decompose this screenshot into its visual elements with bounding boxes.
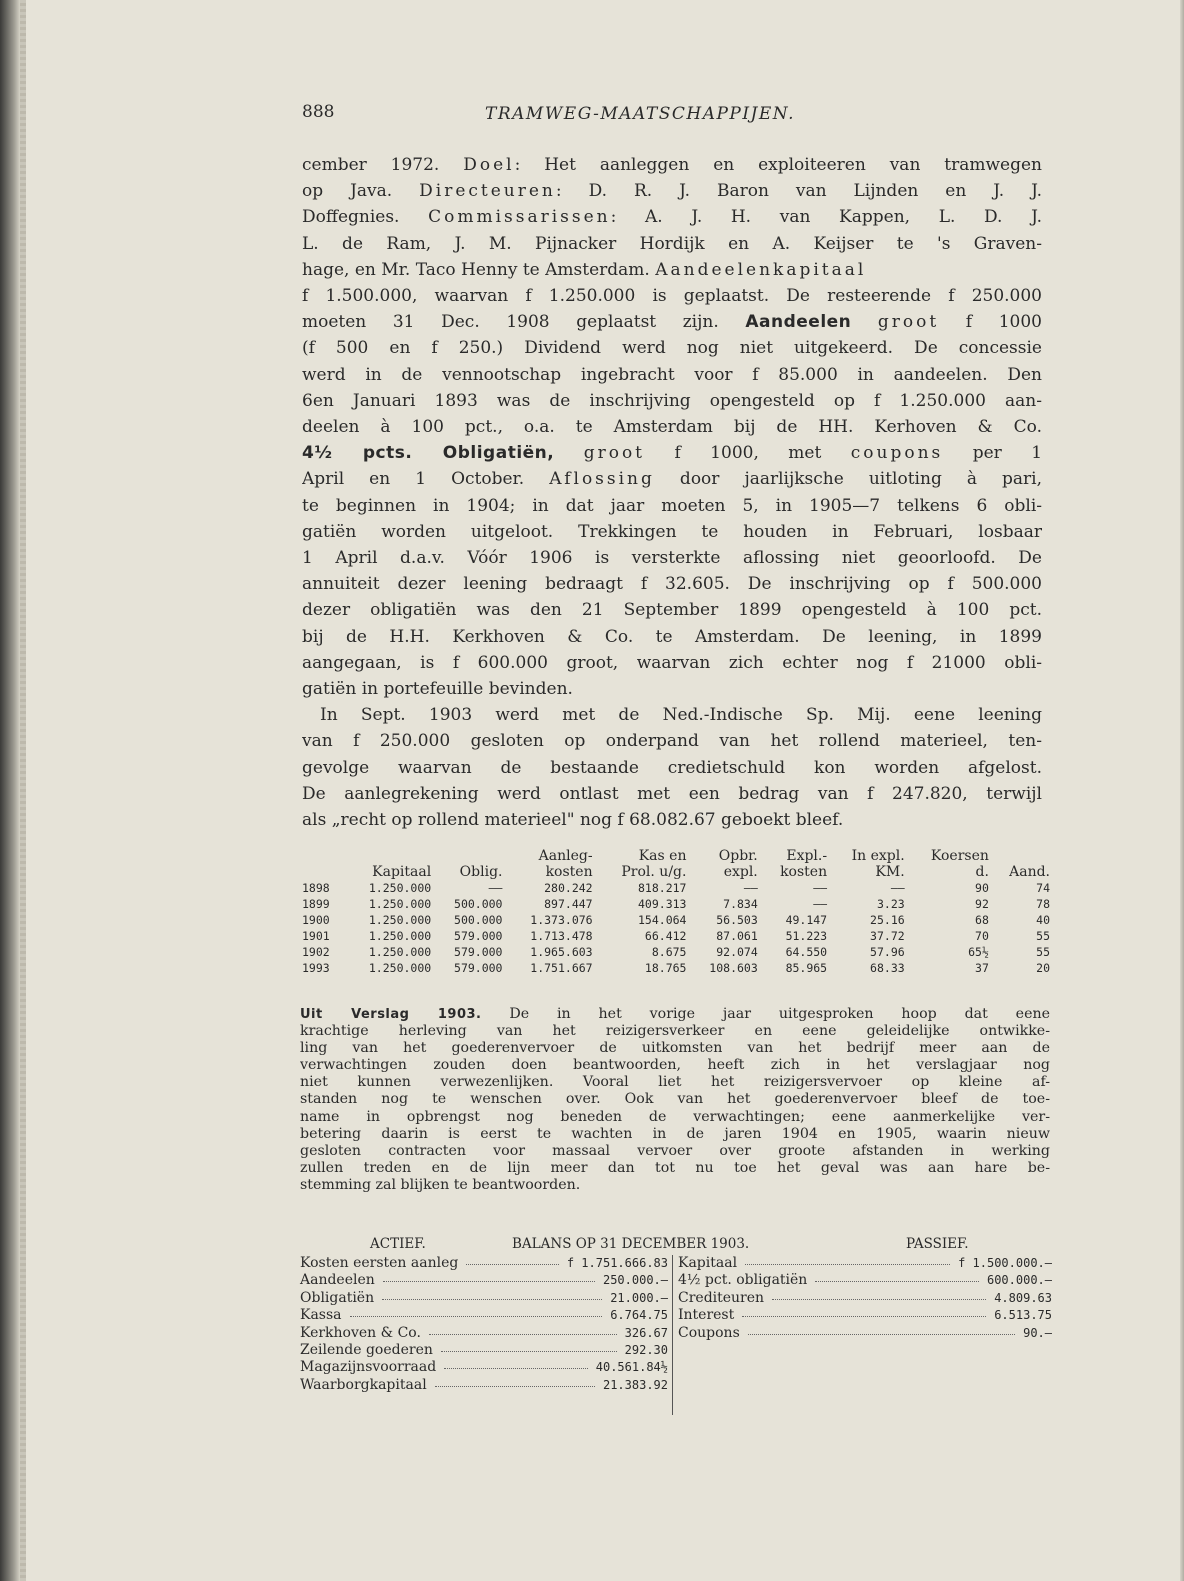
text-run: f 1000 xyxy=(939,312,1042,333)
balance-row xyxy=(678,1290,1052,1307)
text-run: door jaarlijksche uitloting à pari, xyxy=(654,469,1042,490)
table-row xyxy=(300,896,1052,912)
value-cell: 68.33 xyxy=(870,961,905,975)
column-header: Kapitaal xyxy=(372,864,432,880)
value-cell: 65½ xyxy=(968,945,989,959)
text-run: dezer obligatiën was den 21 September 1899 opengesteld à 100 pct. xyxy=(302,600,1042,621)
value-cell: 1.250.000 xyxy=(368,897,432,911)
value-cell: 500.000 xyxy=(454,913,503,927)
report-line xyxy=(300,1143,1050,1160)
text-line xyxy=(302,545,1042,571)
balance-amount: 40.561.84½ xyxy=(595,1360,668,1375)
column-header: kosten xyxy=(545,864,593,880)
text-line xyxy=(302,702,1042,728)
value-cell: 409.313 xyxy=(638,897,687,911)
text-run: name in opbrengst nog beneden de verwachtingen; eene aanmerkelijke ver- xyxy=(300,1108,1050,1125)
balance-label: Kapitaal xyxy=(678,1255,738,1271)
text-run: : Het aanleggen en exploiteeren van tramwegen xyxy=(514,155,1042,175)
text-run: stemming zal blijken te beantwoorden. xyxy=(300,1176,581,1193)
text-run: April en 1 October. xyxy=(302,469,550,490)
value-cell: 56.503 xyxy=(716,913,758,927)
actief-column xyxy=(300,1255,668,1394)
balance-label: Obligatiën xyxy=(300,1289,375,1306)
balance-row xyxy=(300,1272,668,1289)
dot-leader xyxy=(745,1264,950,1265)
page-stack-edge xyxy=(20,0,26,1581)
text-line xyxy=(302,231,1042,257)
text-run: gatiën worden uitgeloot. Trekkingen te houden in Februari, losbaar xyxy=(302,521,1042,542)
text-line xyxy=(302,676,1042,702)
text-line xyxy=(302,755,1042,781)
spaced-keyword: Directeuren xyxy=(419,181,556,202)
text-run: annuiteit dezer leening bedraagt f 32.605. De inschrijving op f 500.000 xyxy=(302,574,1042,595)
value-cell: 20 xyxy=(1036,961,1050,975)
value-cell: 55 xyxy=(1036,929,1050,943)
value-cell: 8.675 xyxy=(651,945,687,959)
balance-sheet-heading xyxy=(300,1236,1052,1254)
value-cell: 818.217 xyxy=(638,881,687,895)
actief-heading: ACTIEF. xyxy=(370,1236,426,1252)
spaced-keyword: Doel xyxy=(463,155,515,175)
dot-leader xyxy=(382,1299,602,1300)
balance-amount: f 1.500.000.— xyxy=(958,1256,1052,1270)
balance-label: Kosten eersten aanleg xyxy=(300,1255,459,1271)
value-cell: 7.834 xyxy=(723,897,758,911)
balance-label: Interest xyxy=(678,1307,735,1324)
text-run: bij de H.H. Kerkhoven & Co. te Amsterdam. De leening, in 1899 xyxy=(302,626,1042,647)
text-line xyxy=(302,493,1042,519)
value-cell: —— xyxy=(813,897,828,911)
text-run xyxy=(851,312,878,332)
text-line xyxy=(302,650,1042,676)
column-header: d. xyxy=(975,864,989,880)
column-header xyxy=(433,848,504,864)
balance-divider xyxy=(672,1255,673,1415)
report-line xyxy=(300,1160,1050,1177)
value-cell: 74 xyxy=(1036,881,1050,895)
text-line xyxy=(302,624,1042,650)
value-cell: 108.603 xyxy=(709,961,758,975)
column-header: kosten xyxy=(780,864,828,880)
column-header: Aand. xyxy=(1009,864,1050,880)
text-run: standen nog te wenschen over. Ook van het goederenvervoer bleef de toe- xyxy=(300,1091,1050,1108)
text-run: 1 April d.a.v. Vóór 1906 is versterkte aflossing niet geoorloofd. De xyxy=(302,548,1042,569)
balance-amount: 21.000.— xyxy=(610,1290,668,1305)
text-line xyxy=(302,440,1042,466)
table-row xyxy=(300,928,1052,944)
column-header xyxy=(343,848,433,864)
value-cell: 64.550 xyxy=(785,945,828,959)
spaced-keyword: groot xyxy=(877,312,940,333)
text-line xyxy=(302,362,1042,388)
text-run: In Sept. 1903 werd met de Ned.-Indische Sp. Mij. eene leening xyxy=(320,705,1042,726)
table-body xyxy=(300,880,1052,976)
column-header: Opbr. xyxy=(718,848,758,864)
text-run: verwachtingen zouden doen beantwoorden, heeft zich in het verslagjaar nog xyxy=(300,1057,1050,1074)
value-cell: 37 xyxy=(975,961,989,975)
column-header: Oblig. xyxy=(459,864,503,880)
dot-leader xyxy=(444,1368,588,1369)
main-body-text xyxy=(302,152,1042,833)
text-line xyxy=(302,519,1042,545)
column-header: Expl.- xyxy=(786,848,828,864)
balance-label: Waarborgkapitaal xyxy=(300,1376,427,1393)
value-cell: 500.000 xyxy=(454,897,503,911)
text-run: Doffegnies. xyxy=(302,207,429,228)
column-header: expl. xyxy=(723,864,758,880)
financial-history-table xyxy=(300,848,1052,976)
dot-leader xyxy=(815,1281,979,1282)
year-cell: 1899 xyxy=(302,897,330,911)
text-run: De aanlegrekening werd ontlast met een bedrag van f 247.820, terwijl xyxy=(302,783,1042,804)
value-cell: 92.074 xyxy=(716,945,758,959)
balance-label: Magazijnsvoorraad xyxy=(300,1359,437,1376)
text-line xyxy=(302,728,1042,754)
value-cell: 579.000 xyxy=(454,929,503,943)
report-line xyxy=(300,1109,1050,1126)
text-run: aangegaan, is f 600.000 groot, waarvan zich echter nog f 21000 obli- xyxy=(302,652,1042,673)
dot-leader xyxy=(435,1386,595,1387)
bold-heading-run: 4½ pcts. Obligatiën, xyxy=(302,443,555,464)
balance-label: Kerkhoven & Co. xyxy=(300,1324,421,1341)
column-header xyxy=(300,864,343,880)
text-run: gesloten contracten voor massaal vervoer over groote afstanden in werking xyxy=(300,1142,1050,1159)
balance-row xyxy=(300,1359,668,1376)
value-cell: 1.373.076 xyxy=(530,913,593,927)
value-cell: 90 xyxy=(975,881,989,895)
value-cell: 92 xyxy=(975,897,989,911)
balance-row xyxy=(678,1255,1052,1272)
report-line xyxy=(300,1006,1050,1023)
value-cell: 1.250.000 xyxy=(368,929,432,943)
table-row xyxy=(300,912,1052,928)
text-line xyxy=(302,335,1042,361)
balance-amount: 21.383.92 xyxy=(602,1377,668,1392)
text-run: van f 250.000 gesloten op onderpand van het rollend materieel, ten- xyxy=(302,731,1042,752)
balance-amount: 6.513.75 xyxy=(994,1308,1052,1323)
value-cell: 68 xyxy=(975,913,989,927)
value-cell: 1.965.603 xyxy=(530,945,593,959)
text-run: zullen treden en de lijn meer dan tot nu toe het geval was aan hare be- xyxy=(300,1159,1050,1176)
dot-leader xyxy=(350,1316,602,1317)
value-cell: 579.000 xyxy=(454,961,503,975)
value-cell: 85.965 xyxy=(785,961,828,975)
spaced-keyword: coupons xyxy=(850,443,944,464)
text-run: als „recht op rollend materieel" nog f 68.082.67 geboekt bleef. xyxy=(302,810,844,831)
balance-amount: f 1.751.666.83 xyxy=(566,1256,668,1270)
year-cell: 1902 xyxy=(302,945,330,959)
page-number: 888 xyxy=(302,102,335,122)
dot-leader xyxy=(742,1316,986,1317)
balance-row xyxy=(300,1307,668,1324)
value-cell: 3.23 xyxy=(876,897,905,911)
table-row xyxy=(300,944,1052,960)
balance-row xyxy=(678,1325,1052,1342)
balance-row xyxy=(300,1325,668,1342)
report-line xyxy=(300,1057,1050,1074)
value-cell: 55 xyxy=(1036,945,1050,959)
text-line xyxy=(302,204,1042,230)
column-header xyxy=(300,848,343,864)
balance-amount: 600.000.— xyxy=(986,1273,1052,1288)
balance-label: Zeilende goederen xyxy=(300,1341,433,1358)
balance-row xyxy=(300,1255,668,1272)
text-line xyxy=(302,807,1042,833)
value-cell: 1.250.000 xyxy=(368,945,432,959)
text-run: ling van het goederenvervoer de uitkomsten van het bedrijf meer aan de xyxy=(300,1040,1050,1057)
text-line xyxy=(302,178,1042,204)
year-cell: 1993 xyxy=(302,961,330,975)
value-cell: 70 xyxy=(975,929,989,943)
balance-label: 4½ pct. obligatiën xyxy=(678,1272,808,1289)
balance-row xyxy=(300,1377,668,1394)
text-line xyxy=(302,466,1042,492)
value-cell: 49.147 xyxy=(785,913,828,927)
text-line xyxy=(302,597,1042,623)
text-run: betering daarin is eerst te wachten in de jaren 1904 en 1905, waarin nieuw xyxy=(300,1125,1050,1142)
text-run: per 1 xyxy=(943,443,1042,464)
column-header xyxy=(991,848,1052,864)
text-run: moeten 31 Dec. 1908 geplaatst zijn. xyxy=(302,312,746,333)
year-cell: 1900 xyxy=(302,913,330,927)
value-cell: 66.412 xyxy=(644,929,687,943)
value-cell: 37.72 xyxy=(870,929,905,943)
running-header xyxy=(302,102,1042,128)
text-run: : D. R. J. Baron van Lijnden en J. J. xyxy=(555,181,1042,202)
report-line xyxy=(300,1074,1050,1091)
bold-heading-run: Uit Verslag 1903. xyxy=(300,1007,482,1022)
balance-amount: 250.000.— xyxy=(602,1273,668,1288)
column-header: Kas en xyxy=(638,848,687,864)
text-run: f 1.500.000, waarvan f 1.250.000 is geplaatst. De resteerende f 250.000 xyxy=(302,286,1042,307)
value-cell: 1.250.000 xyxy=(368,961,432,975)
report-line xyxy=(300,1023,1050,1040)
text-run: De in het vorige jaar uitgesproken hoop dat eene xyxy=(481,1006,1050,1022)
value-cell: —— xyxy=(890,881,905,895)
value-cell: 87.061 xyxy=(716,929,758,943)
text-run: krachtige herleving van het reizigersverkeer en eene geleidelijke ontwikke- xyxy=(300,1023,1050,1040)
value-cell: 1.250.000 xyxy=(368,913,432,927)
balance-label: Crediteuren xyxy=(678,1289,765,1306)
text-run: werd in de vennootschap ingebracht voor f 85.000 in aandeelen. Den xyxy=(302,364,1042,385)
bold-heading-run: Aandeelen xyxy=(745,312,852,333)
year-cell: 1898 xyxy=(302,881,330,895)
dot-leader xyxy=(429,1334,617,1335)
value-cell: 1.250.000 xyxy=(368,881,432,895)
value-cell: 57.96 xyxy=(870,945,905,959)
balance-title: BALANS OP 31 DECEMBER 1903. xyxy=(512,1236,750,1252)
value-cell: —— xyxy=(488,881,503,895)
value-cell: 579.000 xyxy=(454,945,503,959)
text-line xyxy=(302,309,1042,335)
dot-leader xyxy=(748,1334,1015,1335)
value-cell: —— xyxy=(813,881,828,895)
spaced-keyword: Aandeelenkapitaal xyxy=(655,259,867,280)
running-title: TRAMWEG-MAATSCHAPPIJEN. xyxy=(485,104,795,124)
balance-sheet xyxy=(300,1255,1052,1415)
value-cell: 897.447 xyxy=(544,897,593,911)
dot-leader xyxy=(772,1299,986,1300)
report-line xyxy=(300,1040,1050,1057)
text-run: L. de Ram, J. M. Pijnacker Hordijk en A. Keijser te 's Graven- xyxy=(302,233,1042,254)
text-run: te beginnen in 1904; in dat jaar moeten 5, in 1905—7 telkens 6 obli- xyxy=(302,495,1042,516)
text-run: niet kunnen verwezenlijken. Vooral liet het reizigersvervoer op kleine af- xyxy=(300,1074,1050,1091)
value-cell: —— xyxy=(743,881,758,895)
text-line xyxy=(302,152,1042,178)
text-line xyxy=(302,388,1042,414)
value-cell: 78 xyxy=(1036,897,1050,911)
table-header xyxy=(300,848,1052,880)
balance-row xyxy=(678,1307,1052,1324)
value-cell: 40 xyxy=(1036,913,1050,927)
report-line xyxy=(300,1177,1050,1194)
balance-amount: 6.764.75 xyxy=(610,1308,668,1323)
column-header: Aanleg- xyxy=(538,848,593,864)
balance-amount: 326.67 xyxy=(624,1325,668,1340)
value-cell: 51.223 xyxy=(785,929,828,943)
page-right-edge xyxy=(1180,0,1184,1581)
balance-label: Coupons xyxy=(678,1324,740,1341)
dot-leader xyxy=(466,1264,559,1265)
balance-row xyxy=(300,1342,668,1359)
text-run: : A. J. H. van Kappen, L. D. J. xyxy=(610,207,1042,228)
text-run: (f 500 en f 250.) Dividend werd nog niet uitgekeerd. De concessie xyxy=(302,338,1042,359)
book-binding-shadow xyxy=(0,0,20,1581)
report-line xyxy=(300,1126,1050,1143)
value-cell: 154.064 xyxy=(638,913,687,927)
table-row xyxy=(300,880,1052,896)
text-line xyxy=(302,781,1042,807)
dot-leader xyxy=(383,1281,595,1282)
balance-amount: 90.— xyxy=(1023,1325,1052,1340)
text-run xyxy=(554,443,583,463)
dot-leader xyxy=(441,1351,617,1352)
value-cell: 18.765 xyxy=(644,961,687,975)
passief-heading: PASSIEF. xyxy=(906,1236,969,1252)
balance-label: Aandeelen xyxy=(300,1272,375,1289)
text-run: deelen à 100 pct., o.a. te Amsterdam bij de HH. Kerhoven & Co. xyxy=(302,417,1042,438)
year-cell: 1901 xyxy=(302,929,330,943)
text-run: cember 1972. xyxy=(302,155,464,175)
value-cell: 1.713.478 xyxy=(530,929,593,943)
balance-row xyxy=(678,1272,1052,1289)
text-run: 6en Januari 1893 was de inschrijving opengesteld op f 1.250.000 aan- xyxy=(302,390,1042,411)
column-header: Prol. u/g. xyxy=(621,864,687,880)
spaced-keyword: Commissarissen xyxy=(428,207,611,228)
text-run: gevolge waarvan de bestaande credietschuld kon worden afgelost. xyxy=(302,757,1042,778)
value-cell: 25.16 xyxy=(870,913,905,927)
value-cell: 1.751.667 xyxy=(530,961,593,975)
text-run: hage, en Mr. Taco Henny te Amsterdam. xyxy=(302,259,656,280)
column-header: KM. xyxy=(875,864,905,880)
passief-column xyxy=(678,1255,1052,1342)
value-cell: 280.242 xyxy=(544,881,593,895)
balance-label: Kassa xyxy=(300,1307,342,1324)
report-line xyxy=(300,1091,1050,1108)
text-run: gatiën in portefeuille bevinden. xyxy=(302,679,573,700)
text-line xyxy=(302,414,1042,440)
text-run: f 1000, met xyxy=(645,443,851,464)
balance-amount: 4.809.63 xyxy=(994,1290,1052,1305)
text-line xyxy=(302,257,1042,283)
balance-row xyxy=(300,1290,668,1307)
annual-report-excerpt xyxy=(300,1006,1050,1194)
table-row xyxy=(300,960,1052,976)
column-header: In expl. xyxy=(851,848,905,864)
text-run: op Java. xyxy=(302,181,420,202)
spaced-keyword: Aflossing xyxy=(549,469,655,490)
balance-amount: 292.30 xyxy=(624,1342,668,1357)
text-line xyxy=(302,571,1042,597)
text-line xyxy=(302,283,1042,309)
spaced-keyword: groot xyxy=(583,443,646,464)
column-header: Koersen xyxy=(930,848,989,864)
